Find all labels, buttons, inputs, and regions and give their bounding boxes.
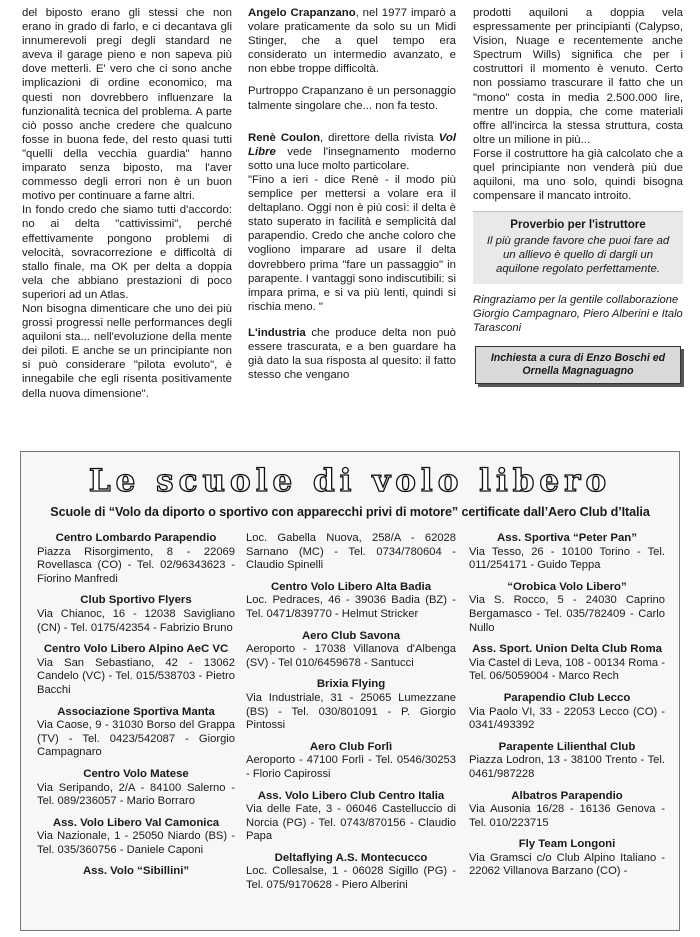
school-name: Ass. Volo “Sibillini” [82,865,190,878]
school-entry [246,790,456,844]
article-paragraph [248,131,456,173]
schools-column-2 [246,532,456,901]
article-column-3 [473,6,683,384]
schools-column-1 [37,532,235,887]
school-name: Centro Volo Matese [83,767,189,780]
school-address: Via S. Rocco, 5 - 24030 Caprino Bergamasco - Tel. 035/782409 - Carlo Nullo [469,594,665,634]
article-paragraph: "Fino a ieri - dice Renè - il modo più semplice per mettersi a volare era il deltaplano. Oggi non è più così: il delta è stato superato in facilità e semplicità dal parapendio. Credo che anche coloro che vogliono imparare ad usare il delta dovrebbero prima "fare un passaggio" in parapente. I vantaggi sono indiscutibili: si impara prima, e si va più lenti, quindi si rischia meno. " [248,173,456,313]
school-entry [37,594,235,635]
article-paragraph [248,326,456,382]
school-name: Centro Lombardo Parapendio [55,532,217,544]
school-name: Ass. Sport. Union Delta Club Roma [472,643,662,656]
school-address: Loc. Gabella Nuova, 258/A - 62028 Sarnano (MC) - Tel. 0734/780604 - Claudio Spinelli [246,532,456,572]
school-address: Piazza Risorgimento, 8 - 22069 Rovellasca (CO) - Tel. 02/96343623 - Fiorino Manfredi [37,545,235,585]
school-name: Fly Team Longoni [518,838,616,851]
paragraph-text: , direttore della rivista [320,131,439,144]
paragraph-text: vede l'insegnamento moderno sotto una luce molto particolare. [248,145,456,172]
schools-column-3 [469,532,665,887]
school-entry [469,838,665,879]
school-address: Via Nazionale, 1 - 25050 Niardo (BS) - Tel. 035/360756 - Daniele Caponi [37,830,235,856]
magazine-name: Vol Libre [248,131,456,158]
school-address: Via Seripando, 2/A - 84100 Salerno - Tel. 089/236057 - Mario Borraro [37,781,235,808]
school-name: Ass. Sportiva “Peter Pan” [497,532,637,544]
school-address: Aeroporto - 47100 Forlì - Tel. 0546/30253 - Florio Capirossi [246,754,456,780]
interviewee-name: Angelo Crapanzano [248,7,356,19]
school-address: Via Industriale, 31 - 25065 Lumezzane (BS) - Tel. 030/801091 - P. Giorgio Pintossi [246,691,456,732]
article-paragraph: prodotti aquiloni a doppia vela espressamente per principianti (Calypso, Vision, Nuage e recentemente anche Spectrum Wills) significa che per i costruttori il momento è venuto. Certo non possiamo trascurare il fatto che un "mono" costa in media 2.500.000 lire, mentre un doppia, che come materiali offre all'incirca la stessa struttura, costa oltre un milione in più... [473,7,683,146]
school-name: Aero Club Savona [301,629,401,642]
school-entry [246,852,456,893]
school-name: Ass. Volo Libero Club Centro Italia [257,789,445,802]
school-address: Via delle Fate, 3 - 06046 Castelluccio di Norcia (PG) - Tel. 0743/870156 - Claudio Papa [246,803,456,843]
school-entry [37,532,235,586]
school-name: Aero Club Forlì [309,740,393,753]
school-name: “Orobica Volo Libero” [507,580,627,593]
proverb-body: Il più grande favore che puoi fare ad un allievo è quello di dargli un aquilone regolato perfettamente. [486,235,670,276]
school-address: Via Ausonia 16/28 - 16136 Genova - Tel. 010/223715 [469,803,665,829]
schools-box [20,451,680,931]
school-entry [37,817,235,858]
section-lead: L'industria [248,326,306,339]
article-paragraph: In fondo credo che siamo tutti d'accordo: no ai delta "cattivissimi", perché effettivamente pongono problemi di velocità, sovracorrezione e difficoltà di stallo finale, ma OK per delta a doppia vela che abbiano prestazioni di poco superiori ad un Atlas. [22,204,232,301]
school-entry [469,790,665,831]
article-paragraph: del biposto erano gli stessi che non erano in grado di farlo, e ci decantava gli innumerevoli pregi degli standard ne aveva il garage pieno e non sapeva più dove metterli. E' vero che ci sono anche implicazioni di ordine economico, ma questi non dovrebbero influenzare la funzionalità tecnica del problema. A parte ciò posso anche credere che qualcuno fosse in buona fede, del resto quasi tutti "quelli della vecchia guardia" hanno imparato senza biposto, ma l'aver commesso degli errori non è un buon motivo per continuare a farne altri. [22,7,232,203]
school-entry [37,768,235,809]
school-name: Centro Volo Libero Alpino AeC VC [43,643,229,656]
school-entry [246,741,456,782]
article-paragraph: Non bisogna dimenticare che uno dei più grossi progressi nelle performances degli aquiloni sta... nell'evoluzione della mente dei piloti. E anche se un principiante non si può considerare "pilota evoluto", è innegabile che egli risenta positivamente della nuova dimensione". [22,302,232,400]
paragraph-text: che produce delta non può essere trascurata, e a ben guardare ha già dato la sua risposta al quesito: il fatto stesso che vengano [248,326,456,382]
school-address: Aeroporto - 17038 Villanova d'Albenga (SV) - Tel 010/6459678 - Santucci [246,643,456,669]
school-address: Via Gramsci c/o Club Alpino Italiano - 22062 Villanova Barzano (CO) - [469,851,665,878]
interviewee-name: Renè Coulon [248,131,321,144]
school-address: Via Chianoc, 16 - 12038 Savigliano (CN) - Tel. 0175/42354 - Fabrizio Bruno [37,607,235,634]
article-paragraph: Purtroppo Crapanzano è un personaggio talmente singolare che... non fa testo. [248,85,456,112]
article-paragraph: Forse il costruttore ha già calcolato che a quel principiante non venderà più due aquiloni, ma uno solo, quindi bisogna compensare il mancato introito. [473,147,683,203]
school-name: Deltaflying A.S. Montecucco [274,851,428,864]
article-column-2 [248,6,456,382]
school-entry [37,706,235,760]
article-column-1 [22,6,232,401]
article-paragraph [248,6,456,76]
schools-subtitle: Scuole di “Volo da diporto o sportivo con apparecchi privi di motore” certificate dall’Aero Club d’Italia [50,505,650,519]
school-address: Piazza Lodron, 13 - 38100 Trento - Tel. 0461/987228 [469,754,665,780]
school-address: Via Castel di Leva, 108 - 00134 Roma - Tel. 06/5059004 - Marco Rech [469,656,665,683]
school-entry [37,865,235,879]
proverb-box [473,211,683,284]
proverb-title: Proverbio per l'istruttore [510,218,646,232]
school-name: Ass. Volo Libero Val Camonica [52,816,220,829]
school-name: Centro Volo Libero Alta Badia [270,580,432,593]
school-entry [469,532,665,573]
school-entry [246,678,456,732]
school-entry [469,692,665,733]
school-entry [37,643,235,697]
school-entry [246,630,456,671]
school-entry [246,532,456,573]
school-name: Brixia Flying [316,678,386,691]
school-address: Via Paolo VI, 33 - 22053 Lecco (CO) - 0341/493392 [469,705,665,732]
schools-title: Le scuole di volo libero [88,463,612,499]
school-name: Club Sportivo Flyers [80,594,192,607]
school-address: Via Caose, 9 - 31030 Borso del Grappa (TV) - Tel. 0423/542087 - Giorgio Campagnaro [37,719,235,759]
school-address: Loc. Collesalse, 1 - 06028 Sigillo (PG) - Tel. 075/9170628 - Piero Alberini [246,865,456,892]
paragraph-text: , nel 1977 imparò a volare praticamente da solo su un Midi Stinger, che a quel tempo era considerato un intermedio avanzato, e non ebbe troppe difficoltà. [248,7,456,76]
school-address: Via Tesso, 26 - 10100 Torino - Tel. 011/254171 - Guido Teppa [469,545,665,572]
school-entry [469,741,665,782]
credit-box: Inchiesta a cura di Enzo Boschi ed Ornella Magnaguagno [475,346,681,384]
school-name: Albatros Parapendio [511,789,623,802]
school-entry [469,581,665,635]
school-name: Parapente Lilienthal Club [498,740,636,753]
acknowledgements: Ringraziamo per la gentile collaborazione Giorgio Campagnaro, Piero Alberini e Italo Tarasconi [473,294,683,334]
school-address: Via San Sebastiano, 42 - 13062 Candelo (VC) - Tel. 015/538703 - Pietro Bacchi [37,656,235,696]
school-entry [246,581,456,622]
school-name: Associazione Sportiva Manta [57,705,215,718]
school-address: Loc. Pedraces, 46 - 39036 Badia (BZ) - Tel. 0471/839770 - Helmut Stricker [246,594,456,620]
school-entry [469,643,665,684]
school-name: Parapendio Club Lecco [503,691,631,704]
